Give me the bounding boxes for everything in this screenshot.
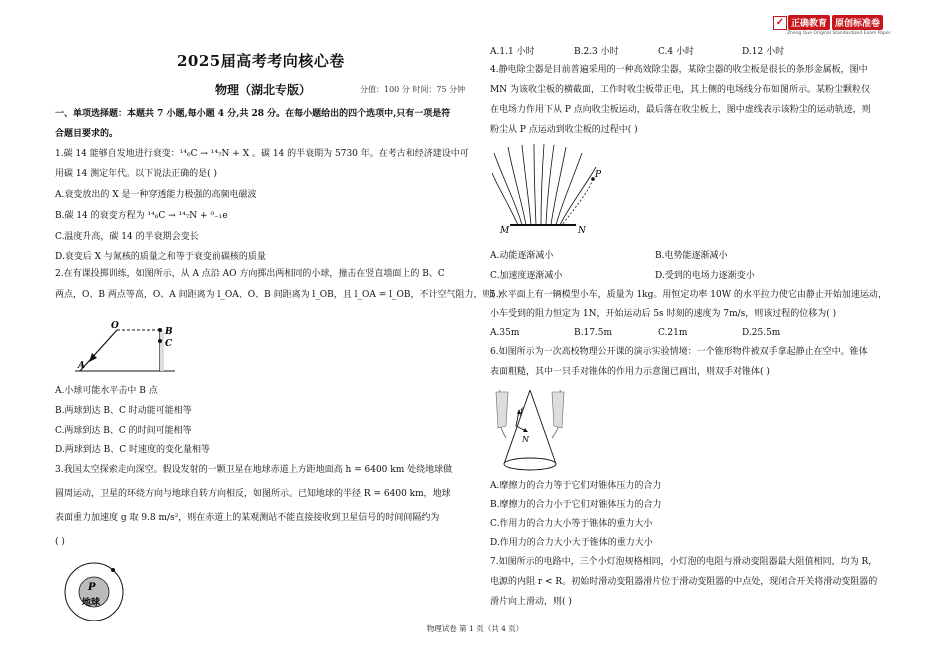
- q2-option-d: D.两球到达 B、C 时速度的变化量相等: [55, 445, 210, 455]
- q3-option-b: B.2.3 小时: [574, 47, 619, 57]
- q3-stem-line3: 表面重力加速度 g 取 9.8 m/s²，则在赤道上的某观测站不能直接接收到卫星信号的时间间隔约为: [55, 513, 440, 523]
- q2-launch-line: [80, 330, 117, 371]
- q4-option-a: A.动能逐渐减小: [490, 251, 554, 261]
- q2-label-b: B: [165, 327, 173, 337]
- q7-stem-line1: 7.如图所示的电路中，三个小灯泡规格相同，小灯泡的电阻与滑动变阻器最大阻值相同，均为 R，: [490, 557, 878, 567]
- q4-field-figure: [492, 143, 604, 235]
- q3-stem-line1: 3.我国太空探索走向深空。假设发射的一颗卫星在地球赤道上方距地面高 h = 6400 km 处绕地球做: [55, 465, 453, 475]
- q2-option-b: B.两球到达 B、C 时动能可能相等: [55, 406, 192, 416]
- q6-right-palm: [552, 392, 564, 428]
- q3-satellite: [111, 568, 115, 572]
- q2-label-o: O: [111, 321, 119, 331]
- q3-orbit-figure: [58, 555, 130, 621]
- q1-option-d: D.衰变后 X 与氮核的质量之和等于衰变前碳核的质量: [55, 252, 266, 262]
- q4-label-n: N: [578, 226, 586, 235]
- q3-stem-line2: 圆周运动，卫星的环绕方向与地球自转方向相反，如图所示。已知地球的半径 R = 6400 km，地球: [55, 489, 451, 499]
- q6-label-n: N: [522, 435, 529, 444]
- q1-option-a: A.衰变放出的 X 是一种穿透能力极强的高频电磁波: [55, 190, 257, 200]
- q4-stem-line4: 粉尘从 P 点运动到收尘板的过程中( ): [490, 125, 638, 135]
- exam-subtitle: 物理（湖北专版）: [215, 83, 312, 97]
- logo-subtitle: Zheng Que Original Standardized Exam Paper: [787, 31, 891, 36]
- q3-option-d: D.12 小时: [742, 47, 785, 57]
- q1-stem-line1: 1.碳 14 能够自发地进行衰变：¹⁴₆C → ¹⁴₇N + X 。碳 14 的半衰期为 5730 年。在考古和经济建设中可: [55, 149, 469, 159]
- q2-label-a: A: [78, 361, 85, 371]
- q6-left-palm: [496, 392, 508, 428]
- q2-stem-line1: 2.在有课投掷训练，如图所示，从 A 点沿 AO 方向掷出两相同的小球，撞击在竖直墙面上的 B、C: [55, 269, 445, 279]
- q4-options-row2: [490, 268, 820, 281]
- q4-trajectory: [562, 179, 593, 225]
- q1-option-b: B.碳 14 的衰变方程为 ¹⁴₆C → ¹⁴₇N + ⁰₋₁e: [55, 211, 228, 221]
- q1-option-c: C.温度升高，碳 14 的半衰期会变长: [55, 232, 199, 242]
- q4-field-lines: [492, 144, 596, 225]
- q4-field-line: [534, 144, 536, 225]
- q2-point-c: [158, 339, 162, 343]
- q6-label-f: f: [520, 407, 523, 416]
- q6-cone-base: [504, 458, 556, 470]
- exam-title: 2025届高考考向核心卷: [177, 52, 345, 70]
- exam-meta: 分值：100 分 时间：75 分钟: [360, 85, 466, 94]
- logo-series: 原创标准卷: [832, 15, 883, 30]
- q3-label-p: P: [88, 582, 96, 593]
- q4-stem-line3: 在电场力作用下从 P 点向收尘板运动，最后落在收尘板上，图中虚线表示该粉尘的运动轨迹，则: [490, 105, 871, 115]
- q3-options: [490, 44, 826, 57]
- q2-projectile-figure: [75, 318, 185, 376]
- q2-label-c: C: [165, 339, 173, 349]
- q4-option-d: D.受到的电场力逐渐变小: [655, 271, 755, 281]
- q4-options-row1: [490, 248, 820, 261]
- q6-option-c: C.作用力的合力大小等于锥体的重力大小: [490, 519, 653, 529]
- section-heading-line2: 合题目要求的。: [55, 129, 119, 139]
- q5-stem-line2: 小车受到的阻力恒定为 1N，开始运动后 5s 时刻的速度为 7m/s，则该过程的位移为( ): [490, 309, 837, 319]
- q4-option-c: C.加速度逐渐减小: [490, 271, 563, 281]
- q7-stem-line3: 滑片向上滑动，则( ): [490, 597, 572, 607]
- q4-label-m: M: [500, 226, 510, 235]
- q3-option-c: C.4 小时: [658, 47, 695, 57]
- q6-cone-right-edge: [530, 390, 556, 464]
- q4-stem-line1: 4.静电除尘器是目前普遍采用的一种高效除尘器，某除尘器的收尘板是很长的条形金属板，图中: [490, 65, 868, 75]
- q2-option-a: A.小球可能水平击中 B 点: [55, 386, 158, 396]
- q6-cone-figure: [492, 386, 568, 474]
- q2-option-c: C.两球到达 B、C 的时间可能相等: [55, 426, 192, 436]
- q2-stem-line2: 两点，O、B 两点等高，O、A 间距离为 l_OA、O、B 间距离为 l_OB，且 l_OA = l_OB，不计空气阻力，则( ): [55, 290, 502, 300]
- logo-brand: 正确教育: [788, 15, 830, 30]
- q4-stem-line2: MN 为该收尘板的横截面，工作时收尘板带正电，其上侧的电场线分布如图所示。某粉尘颗粒仅: [490, 85, 870, 95]
- q1-stem-line2: 用碳 14 测定年代。以下说法正确的是( ): [55, 169, 218, 179]
- q4-field-line: [551, 147, 566, 225]
- q3-stem-line4: ( ): [55, 537, 65, 547]
- q6-stem-line2: 表面粗糙，其中一只手对锥体的作用力示意图已画出，则双手对锥体( ): [490, 367, 770, 377]
- q5-options: [490, 328, 826, 338]
- q4-field-line: [541, 144, 544, 225]
- q7-stem-line2: 电源的内阻 r < R。初始时滑动变阻器滑片位于滑动变阻器的中点处，现闭合开关将滑动变阻器的: [490, 577, 878, 587]
- q5-stem-line1: 5.水平面上有一辆模型小车，质量为 1kg。用恒定功率 10W 的水平拉力使它由静止开始加速运动，: [490, 290, 887, 300]
- q6-stem-line1: 6.如图所示为一次高校物理公开课的演示实验情境：一个锥形物件被双手拿起静止在空中。锥体: [490, 347, 868, 357]
- q5-option-a: A.35m: [490, 328, 520, 338]
- q6-option-a: A.摩擦力的合力等于它们对锥体压力的合力: [490, 481, 662, 491]
- q4-label-p: P: [595, 170, 602, 180]
- q4-option-b: B.电势能逐渐减小: [655, 251, 728, 261]
- q5-option-d: D.25.5m: [742, 328, 781, 338]
- q6-option-b: B.摩擦力的合力小于它们对锥体压力的合力: [490, 500, 662, 510]
- q3-label-earth: 地球: [82, 598, 101, 608]
- q2-wall-hatch: [160, 330, 164, 371]
- q2-point-b: [158, 328, 162, 332]
- section-heading-line1: 一、单项选择题：本题共 7 小题,每小题 4 分,共 28 分。在每小题给出的四个选项中,只有一项是符: [55, 109, 451, 119]
- q4-field-line: [556, 153, 582, 225]
- q5-option-c: C.21m: [658, 328, 688, 338]
- page-footer: 物理试卷 第 1 页（共 4 页）: [426, 624, 524, 633]
- check-icon: ✓: [773, 16, 787, 30]
- publisher-logo: [773, 14, 893, 38]
- q3-option-a: A.1.1 小时: [490, 47, 535, 57]
- q6-option-d: D.作用力的合力大小大于锥体的重力大小: [490, 538, 653, 548]
- q5-option-b: B.17.5m: [574, 328, 613, 338]
